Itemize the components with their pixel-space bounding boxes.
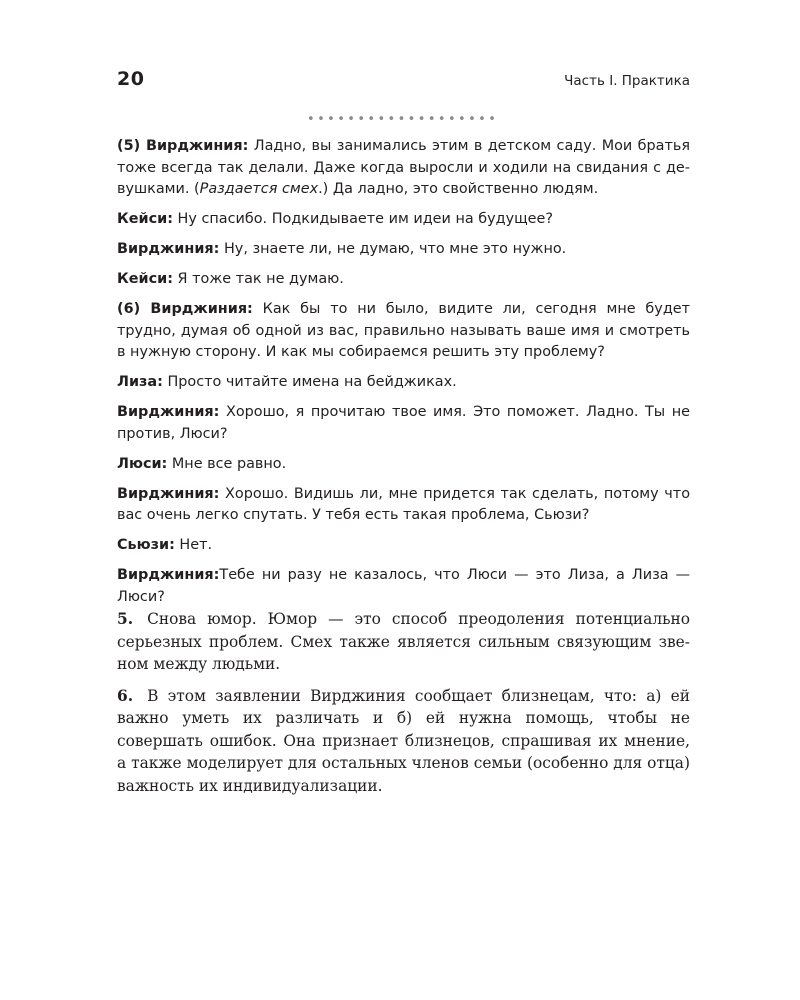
dialogue-text: Нет. [174,537,213,553]
page-number: 20 [117,68,145,90]
speaker-name: Сьюзи: [117,537,175,553]
dialogue-text: Ну спасибо. Подкидываете им идеи на будущее? [172,211,554,227]
dialogue-line [117,535,690,557]
speaker-name: Кейси: [117,271,173,287]
dialogue-line [117,269,690,291]
dialogue-line [117,209,690,231]
speaker-name: Люси: [117,455,168,472]
commentary-note [117,608,690,676]
speaker-name: (6) Вирджиния: [117,301,253,317]
dialogue-text: Ну, знаете ли, не думаю, что мне это нужно. [219,241,567,257]
speaker-name: Вирджиния: [117,241,220,257]
stage-direction: Раздается смех [199,181,319,197]
dotted-separator: ••••••••••••••••••• [307,112,499,127]
note-number: 6. [117,686,134,705]
note-text: В этом заявлении Вирджиния сообщает близнецам, что: а) ей важно уметь их различать и б) ей нужна помощь, чтобы не совершать ошибок. Она признает близнецов, спрашивая их мнение, а также моделирует для остальных членов семьи (особенно для отца) важность их индивидуализации. [117,686,690,795]
commentary-notes [117,608,690,806]
speaker-name: Вирджиния: [117,485,220,502]
page-header [117,68,690,90]
dialogue-text: Хорошо. Видишь ли, мне придется так сделать, потому что вас очень легко спутать. У тебя есть такая проблема, Сьюзи? [117,485,690,523]
speaker-name: Кейси: [117,211,173,227]
dialogue-line [117,565,690,608]
speaker-name: Лиза: [117,374,163,390]
note-number: 5. [117,610,134,628]
running-title: Часть I. Практика [564,73,690,89]
commentary-note [117,685,690,798]
dialogue-text: Мне все равно. [167,455,287,472]
speaker-name: Вирджиния: [117,567,220,583]
dialogue-text: .) Да ладно, это свойственно людям. [318,181,599,197]
dialogue-line [117,372,690,394]
dialogue-text: Как бы то ни было, видите ли, сегодня мне будет трудно, думая об одной из вас, правильно называть ваше имя и смотреть в нужную сторону. И как мы собираемся решить эту проблему? [117,301,691,360]
dialogue-line [117,136,690,201]
dialogue-text: Просто читайте имена на бейджиках. [162,374,457,390]
dialogue-text: Ладно, вы занимались этим в детском саду. Мои братья тоже всегда так делали. Даже когда выросли и ходили на свидания с девушками. ( [117,138,691,197]
speaker-name: Вирджиния: [117,404,220,420]
dialogue-line [117,299,690,364]
note-text: Снова юмор. Юмор — это способ преодоления потенциально серьезных проблем. Смех также является сильным связующим звеном между людьми. [117,610,690,673]
dialogue-text: Тебе ни разу не казалось, что Люси — это Лиза, а Лиза —Люси? [117,567,690,605]
dialogue-line [117,239,690,261]
dialogue-text: Я тоже так не думаю. [172,271,344,287]
dialogue-transcript [117,136,690,617]
dialogue-line [117,402,690,445]
dialogue-line [117,484,690,527]
dialogue-text: Хорошо, я прочитаю твое имя. Это поможет. Ладно. Ты не против, Люси? [117,404,690,442]
dialogue-line [117,454,690,476]
speaker-name: (5) Вирджиния: [117,138,249,154]
